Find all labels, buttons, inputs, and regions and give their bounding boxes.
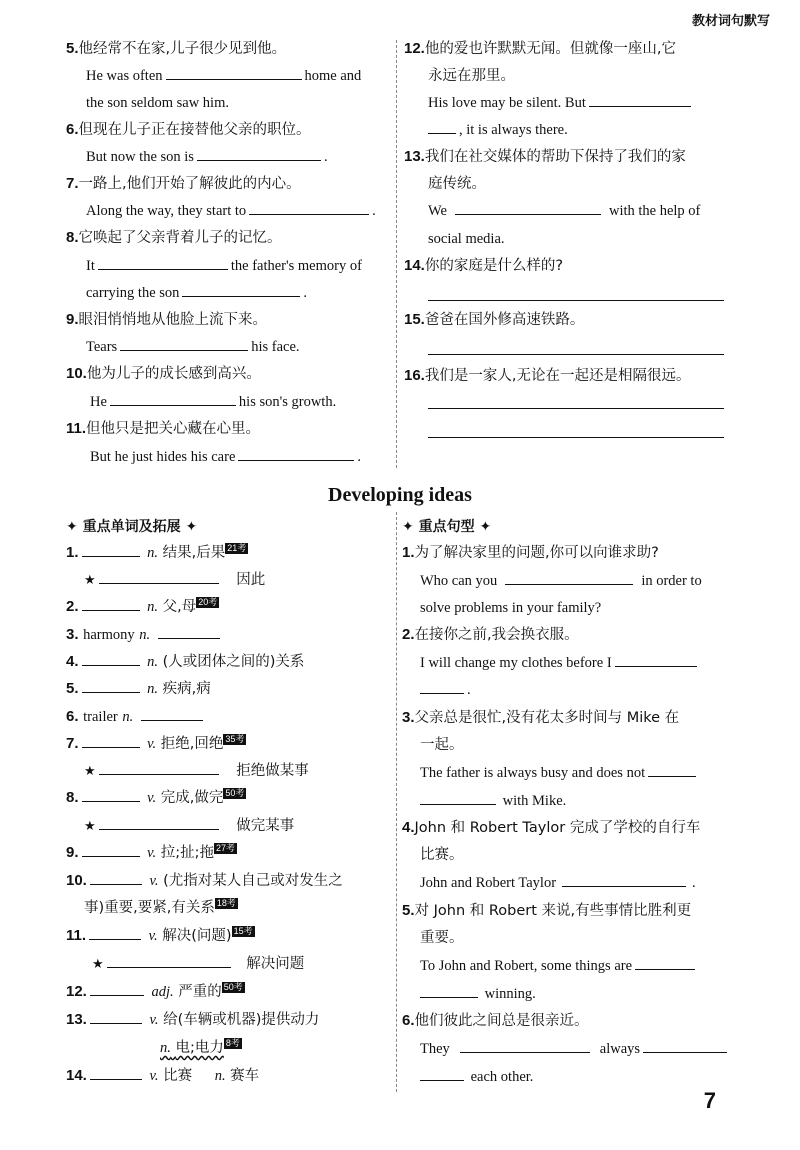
answer-line[interactable] xyxy=(428,437,724,438)
answer-line[interactable] xyxy=(428,408,724,409)
column-divider xyxy=(396,512,397,1092)
answer-blank[interactable] xyxy=(166,64,302,80)
answer-line[interactable] xyxy=(428,354,724,355)
answer-blank[interactable] xyxy=(99,814,219,830)
exam-count-badge: 15考 xyxy=(233,926,253,937)
answer-blank[interactable] xyxy=(182,281,300,297)
answer-blank[interactable] xyxy=(249,199,369,215)
exam-count-badge: 27考 xyxy=(216,843,236,854)
pattern-3: 3.父亲总是很忙,没有花太多时间与 Mike 在 xyxy=(402,709,680,726)
exam-count-badge: 8考 xyxy=(225,1038,240,1049)
vocab-item-6: 6. trailer n. xyxy=(66,704,206,730)
answer-blank[interactable] xyxy=(99,759,219,775)
star-icon: ★ xyxy=(92,957,104,972)
page-header: 教材词句默写 xyxy=(691,14,770,29)
answer-blank[interactable] xyxy=(635,954,695,970)
exam-count-badge: 21考 xyxy=(227,543,247,554)
answer-blank[interactable] xyxy=(82,732,140,748)
exam-count-badge: 50考 xyxy=(225,788,245,799)
answer-blank[interactable] xyxy=(82,541,140,557)
item-6: 6.但现在儿子正在接替他父亲的职位。 xyxy=(66,121,311,138)
answer-blank[interactable] xyxy=(98,254,228,270)
exam-count-badge: 50考 xyxy=(223,982,243,993)
item-9: 9.眼泪悄悄地从他脸上流下来。 xyxy=(66,311,268,328)
answer-blank[interactable] xyxy=(82,595,140,611)
item-15: 15.爸爸在国外修高速铁路。 xyxy=(404,311,585,328)
answer-blank[interactable] xyxy=(562,871,686,887)
answer-blank[interactable] xyxy=(589,91,691,107)
item-10: 10.他为儿子的成长感到高兴。 xyxy=(66,365,261,382)
answer-blank[interactable] xyxy=(238,445,354,461)
exam-count-badge: 20考 xyxy=(198,597,218,608)
star-icon: ★ xyxy=(84,573,96,588)
answer-blank[interactable] xyxy=(197,145,321,161)
pattern-1: 1.为了解决家里的问题,你可以向谁求助? xyxy=(402,544,659,561)
item-5: 5.他经常不在家,儿子很少见到他。 xyxy=(66,40,287,57)
pattern-4: 4.John 和 Robert Taylor 完成了学校的自行车 xyxy=(402,819,701,836)
answer-blank[interactable] xyxy=(420,678,464,694)
vocab-item-8: 8. v. 完成,做完 50考 xyxy=(66,785,246,811)
answer-blank[interactable] xyxy=(90,1064,142,1080)
answer-blank[interactable] xyxy=(82,677,140,693)
answer-blank[interactable] xyxy=(107,952,231,968)
answer-blank[interactable] xyxy=(420,789,496,805)
vocab-item-2: 2. n. 父,母 20考 xyxy=(66,594,219,620)
answer-blank[interactable] xyxy=(420,1065,464,1081)
answer-blank[interactable] xyxy=(110,390,236,406)
star-icon: ★ xyxy=(84,764,96,779)
vocab-item-4: 4. n. (人或团体之间的)关系 xyxy=(66,649,304,675)
vocab-item-3: 3. harmony n. xyxy=(66,622,223,648)
item-13: 13.我们在社交媒体的帮助下保持了我们的家 xyxy=(404,148,686,165)
patterns-heading: ✦ 重点句型 ✦ xyxy=(402,519,492,535)
answer-blank[interactable] xyxy=(455,199,601,215)
answer-blank[interactable] xyxy=(90,869,142,885)
answer-blank[interactable] xyxy=(120,335,248,351)
exam-count-badge: 18考 xyxy=(216,898,236,909)
answer-blank[interactable] xyxy=(505,569,633,585)
answer-blank[interactable] xyxy=(82,650,140,666)
pattern-6: 6.他们彼此之间总是很亲近。 xyxy=(402,1012,589,1029)
vocab-item-10: 10. v. (尤指对某人自己或对发生之 xyxy=(66,868,343,894)
vocab-item-1: 1. n. 结果,后果 21考 xyxy=(66,540,248,566)
answer-blank[interactable] xyxy=(648,761,696,777)
answer-blank[interactable] xyxy=(82,841,140,857)
answer-blank[interactable] xyxy=(158,623,220,639)
answer-blank[interactable] xyxy=(141,705,203,721)
answer-blank[interactable] xyxy=(428,118,456,134)
column-divider xyxy=(396,40,397,468)
vocab-item-13: 13. v. 给(车辆或机器)提供动力 xyxy=(66,1007,319,1033)
item-8: 8.它唤起了父亲背着儿子的记忆。 xyxy=(66,229,282,246)
answer-blank[interactable] xyxy=(90,1008,142,1024)
answer-blank[interactable] xyxy=(82,786,140,802)
section-title: Developing ideas xyxy=(328,484,472,506)
answer-blank[interactable] xyxy=(99,568,219,584)
vocab-item-7: 7. v. 拒绝,回绝 35考 xyxy=(66,731,246,757)
vocab-item-9: 9. v. 拉;扯;拖 27考 xyxy=(66,840,237,866)
answer-line[interactable] xyxy=(428,300,724,301)
item-12: 12.他的爱也许默默无闻。但就像一座山,它 xyxy=(404,40,676,57)
answer-blank[interactable] xyxy=(615,651,697,667)
exam-count-badge: 35考 xyxy=(225,734,245,745)
item-16: 16.我们是一家人,无论在一起还是相隔很远。 xyxy=(404,367,691,384)
pattern-2: 2.在接你之前,我会换衣服。 xyxy=(402,626,579,643)
vocab-item-5: 5. n. 疾病,病 xyxy=(66,676,211,702)
answer-blank[interactable] xyxy=(643,1037,727,1053)
item-11: 11.但他只是把关心藏在心里。 xyxy=(66,420,261,437)
vocab-item-11: 11. v. 解决(问题) 15考 xyxy=(66,923,255,949)
answer-blank[interactable] xyxy=(420,982,478,998)
page-number: 7 xyxy=(703,1088,716,1113)
answer-blank[interactable] xyxy=(90,980,144,996)
vocab-item-14: 14. v. 比赛 n. 赛车 xyxy=(66,1063,259,1089)
item-7: 7.一路上,他们开始了解彼此的内心。 xyxy=(66,175,301,192)
item-14: 14.你的家庭是什么样的? xyxy=(404,257,564,274)
vocab-item-12: 12. adj. 严重的 50考 xyxy=(66,979,245,1005)
answer-blank[interactable] xyxy=(89,924,141,940)
star-icon: ★ xyxy=(84,819,96,834)
answer-blank[interactable] xyxy=(460,1037,590,1053)
vocab-heading: ✦ 重点单词及拓展 ✦ xyxy=(66,519,198,535)
pattern-5: 5.对 John 和 Robert 来说,有些事情比胜利更 xyxy=(402,902,692,919)
